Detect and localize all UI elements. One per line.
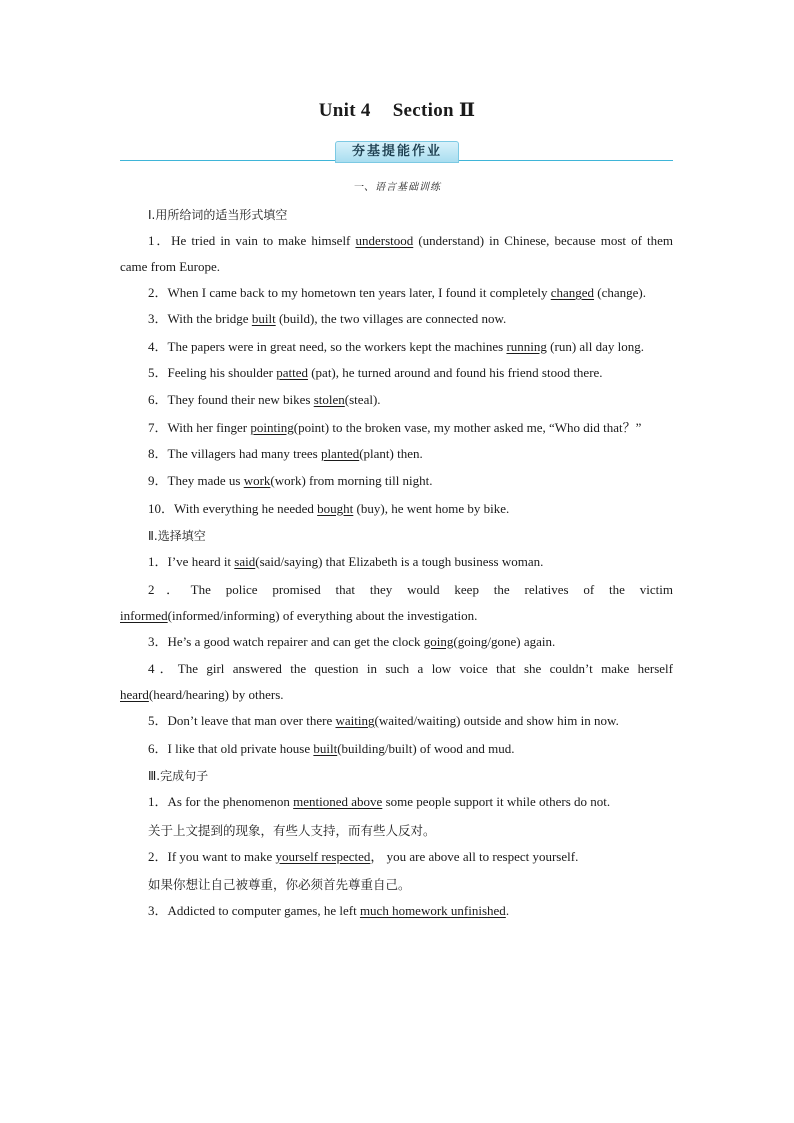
exercise-item: 3．Addicted to computer games, he left much homework unfinished. xyxy=(148,903,510,918)
answer-blank: running xyxy=(506,338,547,354)
exercise-item: 2．The police promised that they would keep the relatives of the victim informed(informed/informing) of everything about the investigation. xyxy=(120,581,673,623)
answer-blank: patted xyxy=(276,364,308,380)
exercise-item: 4．The papers were in great need, so the workers kept the machines running (run) all day long. xyxy=(148,338,645,354)
exercise-item: 6．They found their new bikes stolen(steal). xyxy=(148,392,381,407)
answer-blank: much homework unfinished xyxy=(359,903,506,918)
answer-blank: understood xyxy=(355,233,414,248)
part3-heading: Ⅲ.完成句子 xyxy=(148,769,209,783)
section-label: Section Ⅱ xyxy=(392,100,476,121)
answer-blank: changed xyxy=(550,285,595,300)
exercise-item: 5．Feeling his shoulder patted (pat), he turned around and found his friend stood there. xyxy=(148,364,603,380)
exercise-item: 2．If you want to make yourself respected， you are above all to respect yourself. xyxy=(148,848,579,864)
answer-blank: heard xyxy=(120,687,149,702)
answer-blank: bought xyxy=(317,500,354,516)
exercise-item: 9．They made us work(work) from morning till night. xyxy=(148,473,433,488)
exercise-item: 3．He’s a good watch repairer and can get the clock going(going/gone) again. xyxy=(148,633,556,649)
answer-blank: informed xyxy=(120,607,168,623)
answer-blank: going xyxy=(423,633,454,649)
answer-blank: planted xyxy=(320,445,360,461)
exercise-item: 8．The villagers had many trees planted(plant) then. xyxy=(148,445,423,461)
answer-blank: yourself respected xyxy=(275,848,371,864)
chinese-translation: 关于上文提到的现象，有些人支持，而有些人反对。 xyxy=(148,822,436,838)
part1-list xyxy=(120,228,673,523)
exercise-content xyxy=(120,202,673,926)
exercise-item: 1．He tried in vain to make himself understood (understand) in Chinese, because most of them came from Europe. xyxy=(120,233,673,274)
answer-blank: mentioned above xyxy=(293,794,383,809)
exercise-item: 7．With her finger pointing(point) to the broken vase, my mother asked me, “Who did that？” xyxy=(148,419,642,435)
subheading: 一、语言基础训练 xyxy=(353,182,441,193)
unit-label: Unit 4 xyxy=(318,100,371,121)
answer-blank: said xyxy=(234,554,256,569)
answer-blank: pointing xyxy=(250,419,294,435)
exercise-item: 1．I’ve heard it said(said/saying) that Elizabeth is a tough business woman. xyxy=(148,554,544,569)
banner-badge: 夯基提能作业 xyxy=(335,141,459,163)
exercise-item: 3．With the bridge built (build), the two villages are connected now. xyxy=(148,311,507,326)
page-title xyxy=(0,99,794,122)
answer-blank: waiting xyxy=(335,713,375,728)
exercise-item: 6．I like that old private house built(building/built) of wood and mud. xyxy=(148,740,515,756)
chinese-translation: 如果你想让自己被尊重，你必须首先尊重自己。 xyxy=(148,877,411,892)
answer-blank: stolen xyxy=(313,392,345,407)
exercise-item: 4．The girl answered the question in such a low voice that she couldn’t make herself heard(heard/hearing) by others. xyxy=(120,661,673,702)
answer-blank: built xyxy=(251,311,276,326)
part2-heading: Ⅱ.选择填空 xyxy=(148,529,206,543)
part2-list xyxy=(120,549,673,763)
exercise-item: 5．Don’t leave that man over there waiting(waited/waiting) outside and show him in now. xyxy=(148,713,619,728)
exercise-item: 10．With everything he needed bought (buy), he went home by bike. xyxy=(148,500,510,516)
answer-blank: built xyxy=(313,740,338,756)
part3-list xyxy=(120,789,673,926)
part1-heading: Ⅰ.用所给词的适当形式填空 xyxy=(148,208,288,222)
exercise-item: 1．As for the phenomenon mentioned above some people support it while others do not. xyxy=(148,794,611,809)
answer-blank: work xyxy=(243,473,271,488)
exercise-item: 2．When I came back to my hometown ten years later, I found it completely changed (change). xyxy=(148,285,647,300)
